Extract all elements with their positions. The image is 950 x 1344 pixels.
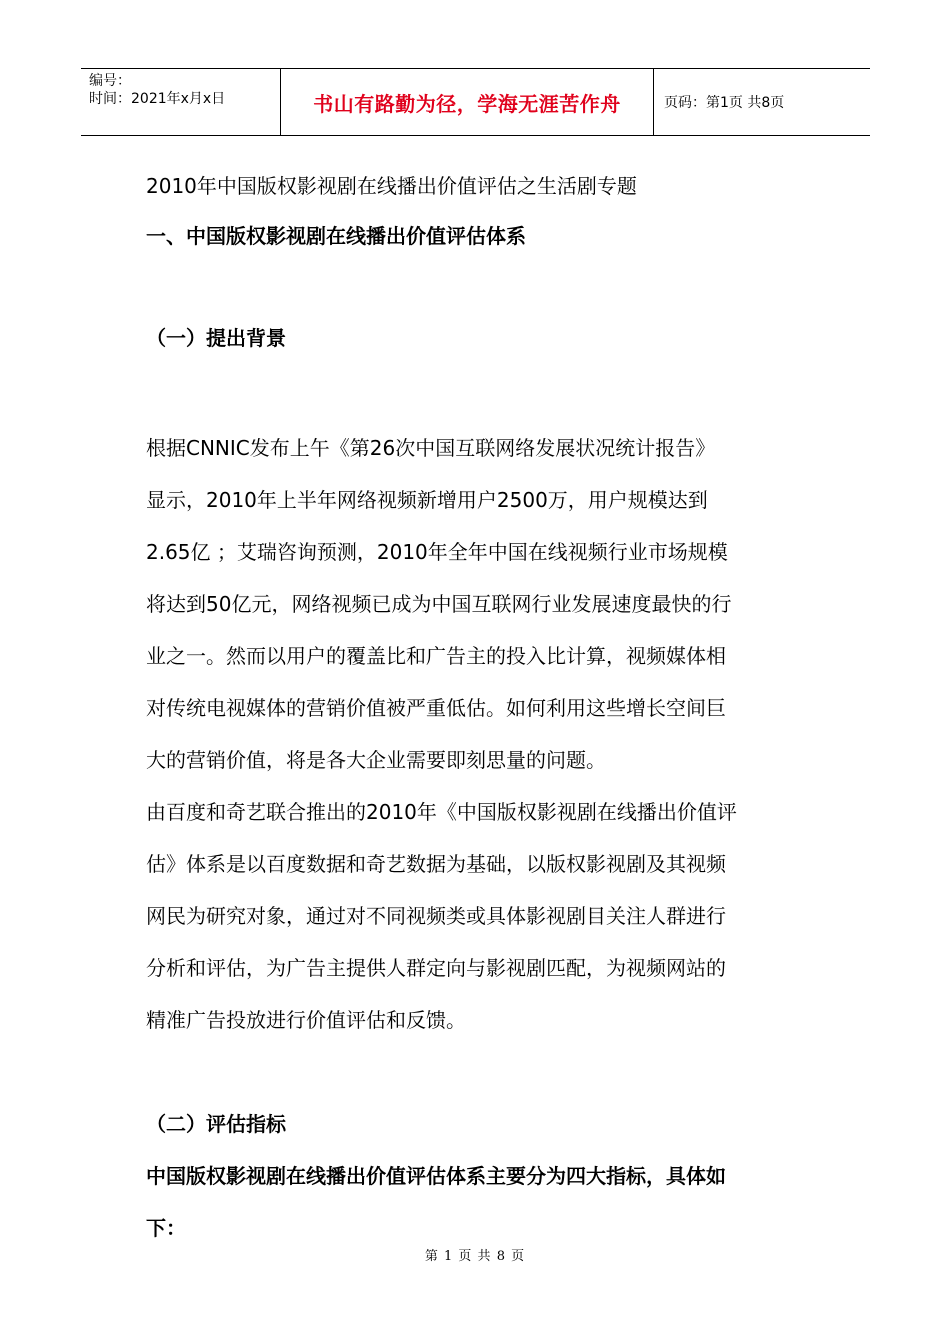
subsection-heading-background: （一）提出背景	[146, 326, 286, 350]
header-page-code: 页码：第1页 共8页	[664, 95, 785, 111]
paragraph-line: 2.65亿 ；艾瑞咨询预测，2010年全年中国在线视频行业市场规模	[146, 540, 728, 564]
paragraph-indicators	[146, 1150, 816, 1254]
doc-time-label: 时间：2021年x月x日	[89, 91, 226, 107]
paragraph-line: 对传统电视媒体的营销价值被严重低估。如何利用这些增长空间巨	[146, 696, 726, 720]
paragraph-background	[146, 422, 816, 786]
paragraph-line: 分析和评估，为广告主提供人群定向与影视剧匹配，为视频网站的	[146, 956, 726, 980]
document-title: 2010年中国版权影视剧在线播出价值评估之生活剧专题	[146, 174, 637, 198]
page-footer: 第 1 页 共 8 页	[424, 1249, 526, 1264]
paragraph-line: 由百度和奇艺联合推出的2010年《中国版权影视剧在线播出价值评	[146, 800, 737, 824]
paragraph-line: 将达到50亿元，网络视频已成为中国互联网行业发展速度最快的行	[146, 592, 732, 616]
paragraph-line: 下：	[146, 1216, 186, 1240]
header-motto: 书山有路勤为径，学海无涯苦作舟	[281, 69, 654, 135]
header-meta	[81, 69, 281, 135]
paragraph-line: 网民为研究对象，通过对不同视频类或具体影视剧目关注人群进行	[146, 904, 726, 928]
paragraph-line: 大的营销价值，将是各大企业需要即刻思量的问题。	[146, 748, 606, 772]
document-body	[146, 168, 816, 1254]
paragraph-line: 业之一。然而以用户的覆盖比和广告主的投入比计算，视频媒体相	[146, 644, 726, 668]
paragraph-line: 中国版权影视剧在线播出价值评估体系主要分为四大指标，具体如	[146, 1164, 726, 1188]
paragraph-line: 显示，2010年上半年网络视频新增用户2500万，用户规模达到	[146, 488, 708, 512]
paragraph-line: 根据CNNIC发布上午《第26次中国互联网络发展状况统计报告》	[146, 436, 716, 460]
paragraph-system	[146, 786, 816, 1046]
paragraph-line: 精准广告投放进行价值评估和反馈。	[146, 1008, 466, 1032]
paragraph-line: 估》体系是以百度数据和奇艺数据为基础，以版权影视剧及其视频	[146, 852, 726, 876]
subsection-heading-indicators: （二）评估指标	[146, 1112, 286, 1136]
page-header	[81, 68, 870, 136]
doc-number-label: 编号：	[89, 73, 131, 89]
section-heading: 一、中国版权影视剧在线播出价值评估体系	[146, 224, 526, 248]
